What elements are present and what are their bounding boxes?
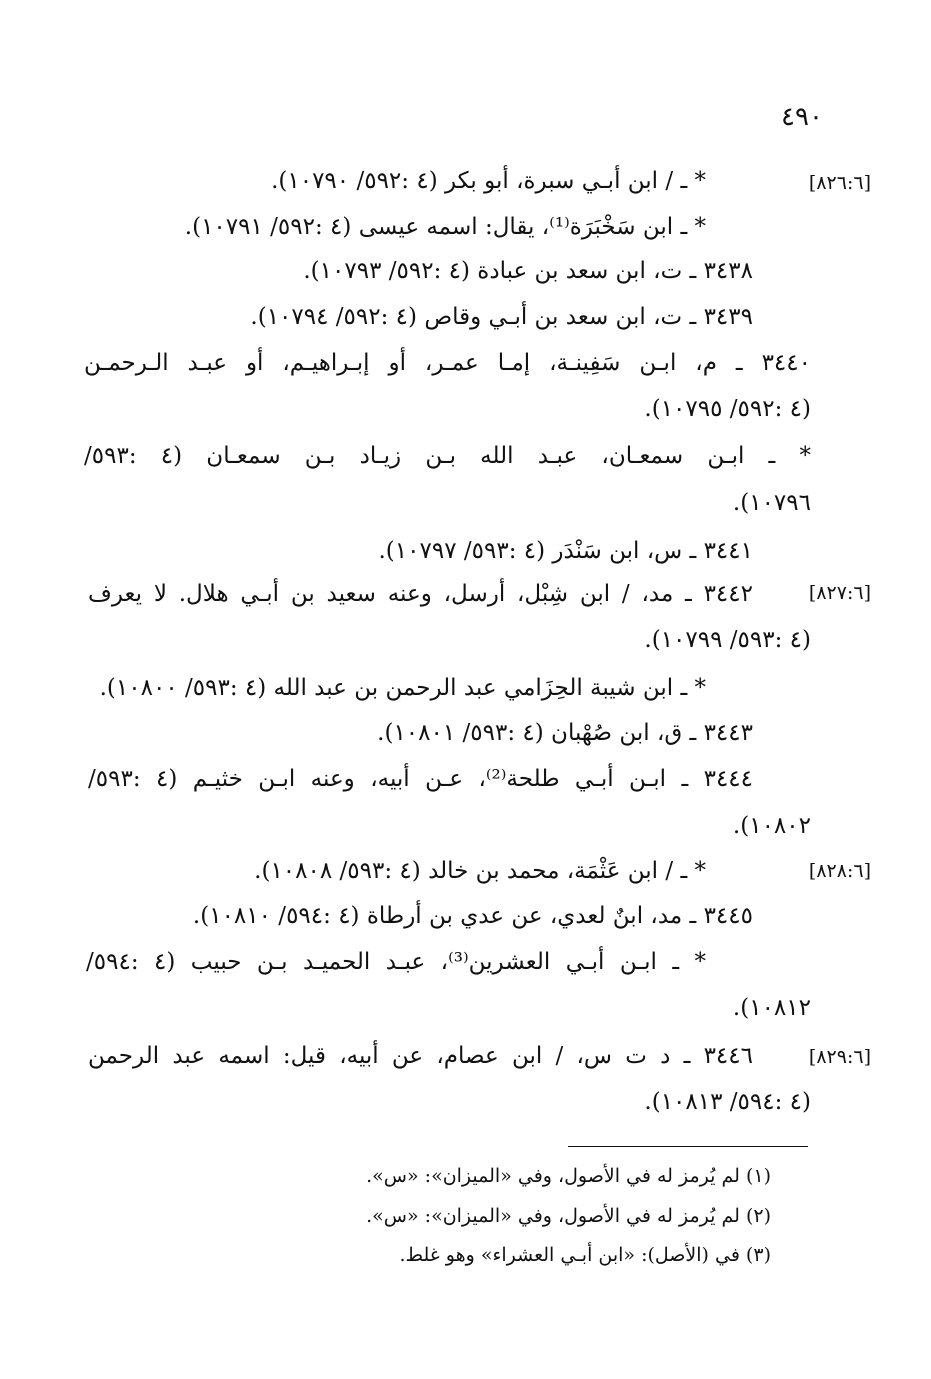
entry-continuation: ١٠٨١٢). [732, 995, 811, 1021]
footnote: (٢) لم يُرمز له في الأصول، وفي «الميزان»: «س». [366, 1205, 771, 1227]
entry-continuation: (٤ :٥٩٢/ ١٠٧٩٥). [644, 396, 811, 422]
volume-page-ref: [٨٢٧:٦] [808, 582, 871, 604]
volume-page-ref: [٨٢٦:٦] [808, 172, 871, 194]
entry-line: ٣٤٤١ ـ س، ابن سَنْدَر (٤ :٥٩٣/ ١٠٧٩٧). [378, 538, 753, 564]
entry-continuation: ١٠٨٠٢). [732, 813, 811, 839]
entry-line: ٣٤٤٢ ـ مد، / ابن شِبْل، أرسل، وعنه سعيد بن أبـي هلال. لا يعرف [88, 581, 753, 607]
entry-line: ٣٤٤٠ ـ م، ابـن سَفِينـة، إمـا عمـر، أو إبـراهيـم، أو عبـد الـرحمـن [84, 350, 811, 376]
entry-line: * ـ ابن شيبة الحِزَامي عبد الرحمن بن عبد الله (٤ :٥٩٣/ ١٠٨٠٠). [99, 675, 706, 701]
entry-line: ٣٤٤٣ ـ ق، ابن صُهْبان (٤ :٥٩٣/ ١٠٨٠١). [377, 720, 753, 746]
page-number: ٤٩٠ [781, 102, 823, 132]
entry-line: ٣٤٣٩ ـ ت، ابن سعد بن أبـي وقاص (٤ :٥٩٢/ ١٠٧٩٤). [250, 304, 753, 330]
volume-page-ref: [٨٢٨:٦] [808, 860, 871, 882]
entry-continuation: (٤ :٥٩٣/ ١٠٧٩٩). [644, 627, 811, 653]
footnote: (٣) في (الأصل): «ابن أبـي العشراء» وهو غلط. [399, 1244, 771, 1266]
entry-line: * ـ / ابن عَثْمَة، محمد بن خالد (٤ :٥٩٣/ ١٠٨٠٨). [254, 858, 706, 884]
entry-continuation: ١٠٧٩٦). [732, 490, 811, 516]
entry-line: ٣٤٤٦ ـ د ت س، / ابن عصام، عن أبيه، قيل: اسمه عبد الرحمن [88, 1043, 753, 1069]
entry-line: * ـ ابـن أبـي العشرين⁽³⁾، عبـد الحميـد بـن حبيب (٤ :٥٩٤/ [86, 949, 706, 975]
entry-line: ٣٤٤٥ ـ مد، ابنٌ لعدي، عن عدي بن أرطاة (٤ :٥٩٤/ ١٠٨١٠). [192, 903, 753, 929]
entry-line: ٣٤٤٤ ـ ابـن أبـي طلحة⁽²⁾، عـن أبيه، وعنه ابـن خثيـم (٤ :٥٩٣/ [88, 766, 753, 792]
volume-page-ref: [٨٢٩:٦] [808, 1046, 871, 1068]
entry-line: ٣٤٣٨ ـ ت، ابن سعد بن عبادة (٤ :٥٩٢/ ١٠٧٩٣). [303, 258, 753, 284]
footnote-divider [568, 1146, 808, 1147]
entry-line: * ـ ابـن سمعـان، عبـد الله بـن زيـاد بـن سمعـان (٤ :٥٩٣/ [84, 443, 811, 469]
entry-continuation: (٤ :٥٩٤/ ١٠٨١٣). [644, 1089, 811, 1115]
entry-line: * ـ / ابن أبـي سبرة، أبو بكر (٤ :٥٩٢/ ١٠٧٩٠). [271, 168, 706, 194]
footnote: (١) لم يُرمز له في الأصول، وفي «الميزان»: «س». [366, 1165, 771, 1187]
entry-line: * ـ ابن سَخْبَرَة⁽¹⁾، يقال: اسمه عيسى (٤ :٥٩٢/ ١٠٧٩١). [184, 214, 706, 240]
